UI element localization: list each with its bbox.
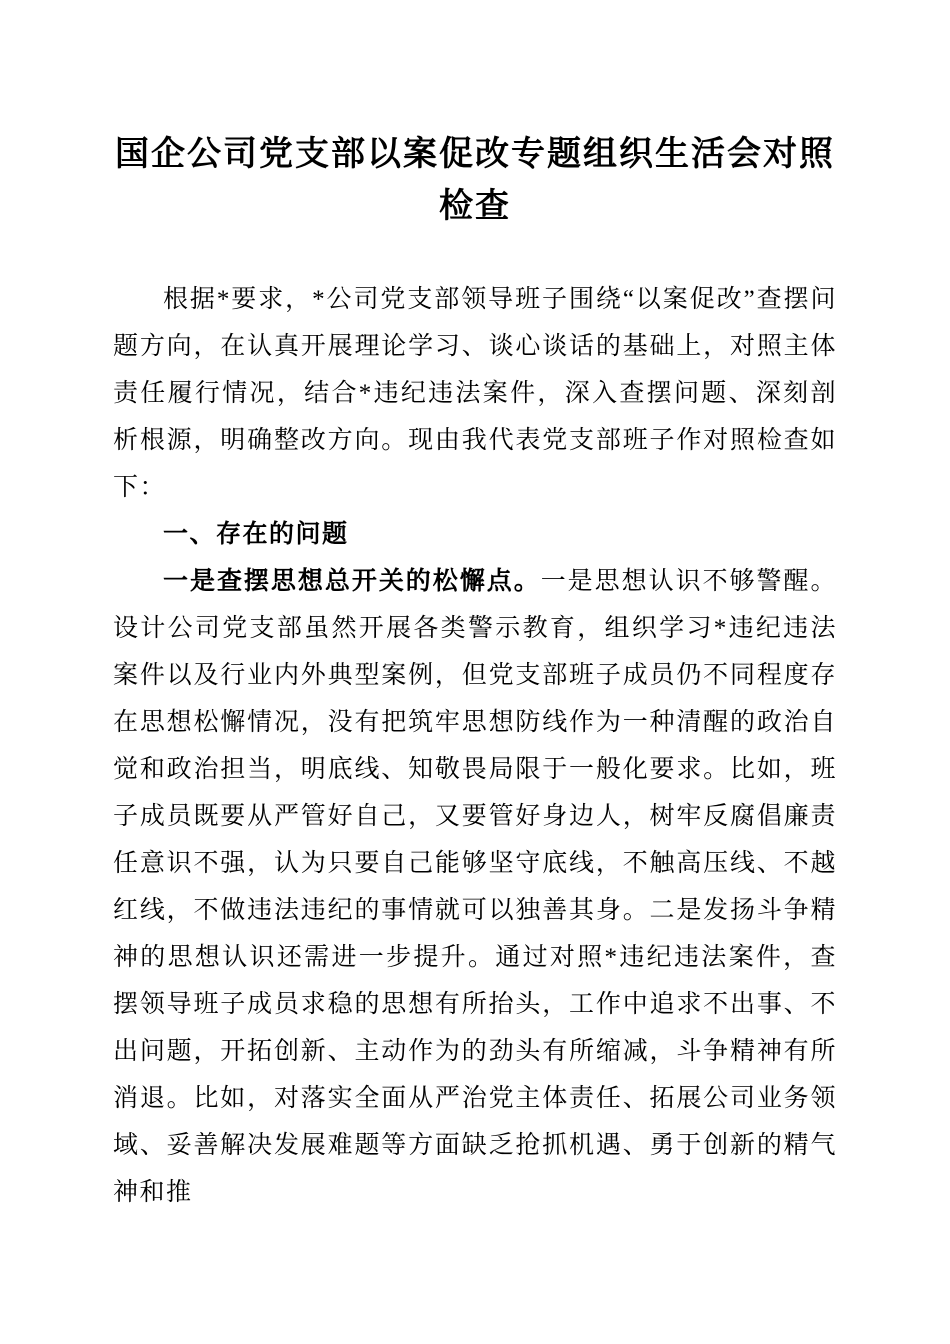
body-paragraph (113, 558, 837, 1216)
section-heading-1: 一、存在的问题 (163, 520, 349, 548)
paragraph-body-text: 一是思想认识不够警醒。设计公司党支部虽然开展各类警示教育，组织学习*违纪违法案件以及行业内外典型案例，但党支部班子成员仍不同程度存在思想松懈情况，没有把筑牢思想防线作为一种清醒的政治自觉和政治担当，明底线、知敬畏局限于一般化要求。比如，班子成员既要从严管好自己，又要管好身边人，树牢反腐倡廉责任意识不强，认为只要自己能够坚守底线，不触高压线、不越红线，不做违法违纪的事情就可以独善其身。二是发扬斗争精神的思想认识还需进一步提升。通过对照*违纪违法案件，查摆领导班子成员求稳的思想有所抬头，工作中追求不出事、不出问题，开拓创新、主动作为的劲头有所缩减，斗争精神有所消退。比如，对落实全面从严治党主体责任、拓展公司业务领域、妥善解决发展难题等方面缺乏抢抓机遇、勇于创新的精气神和推 (113, 568, 837, 1206)
intro-paragraph: 根据*要求，*公司党支部领导班子围绕“以案促改”查摆问题方向，在认真开展理论学习、谈心谈话的基础上，对照主体责任履行情况，结合*违纪违法案件，深入查摆问题、深刻剖析根源，明确整改方向。现由我代表党支部班子作对照检查如下： (113, 286, 837, 501)
document-title: 国企公司党支部以案促改专题组织生活会对照检查 (115, 135, 835, 225)
paragraph-lead-bold: 一是查摆思想总开关的松懈点。 (163, 567, 541, 595)
